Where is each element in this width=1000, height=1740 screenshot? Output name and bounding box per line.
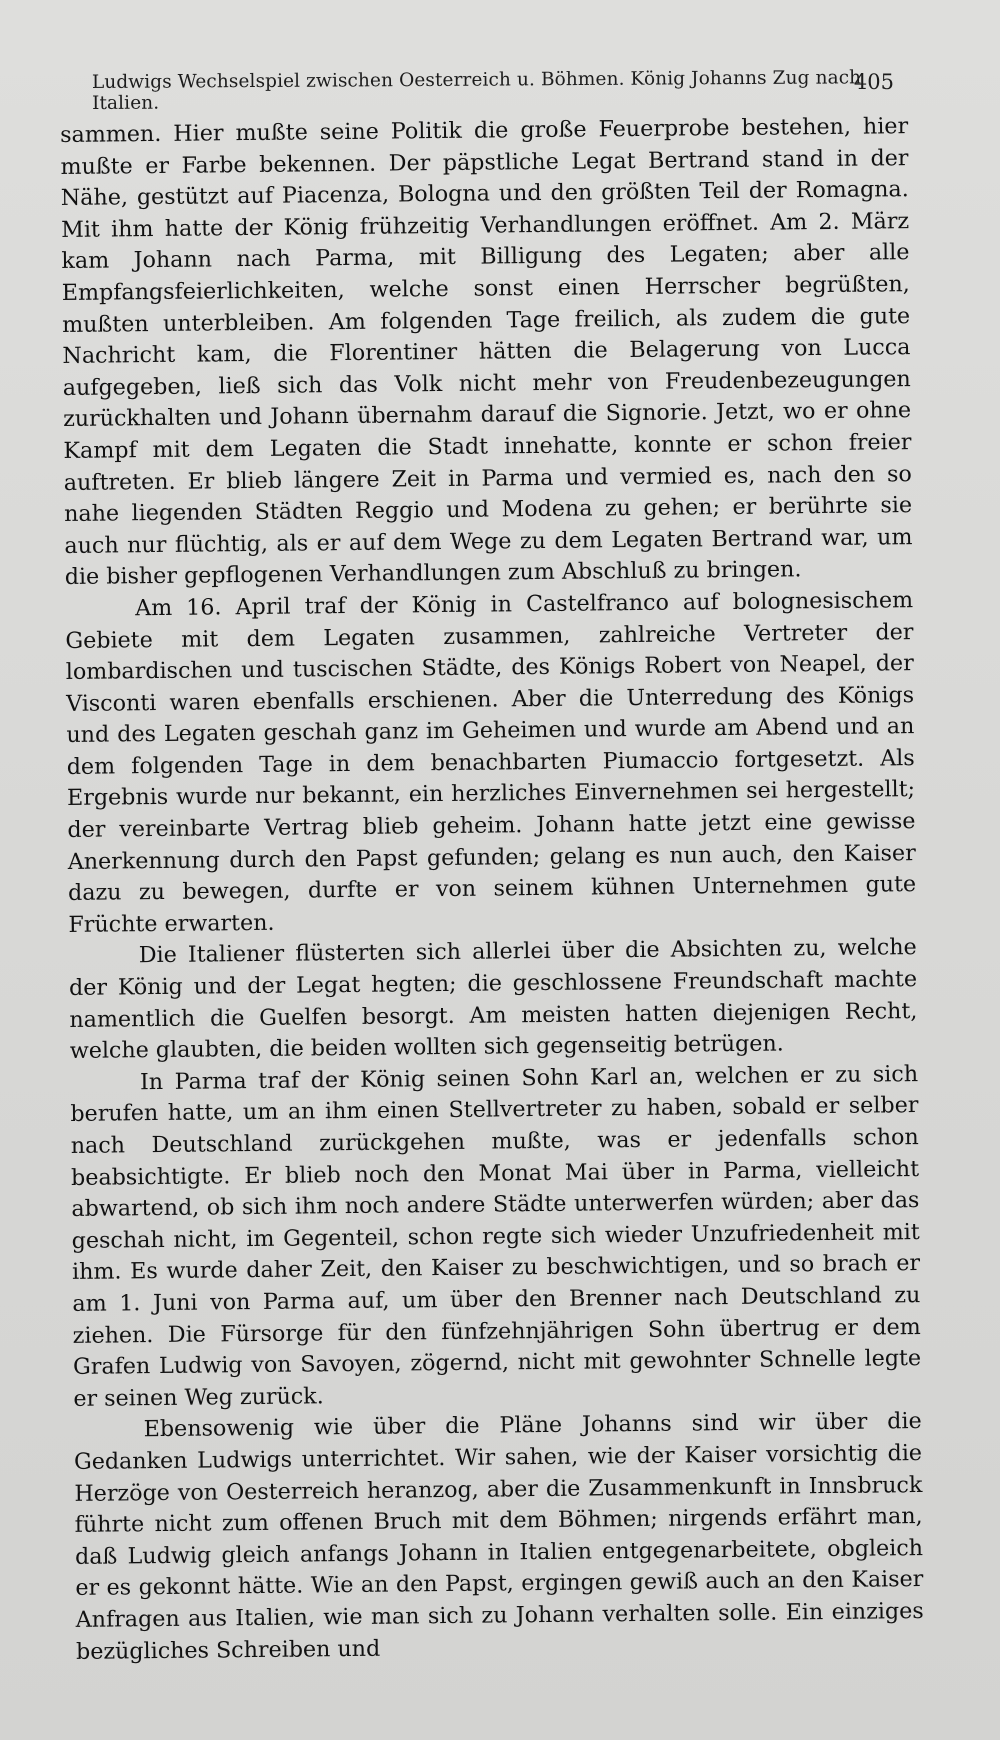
- paragraph-2: Am 16. April traf der König in Castelfranco auf bolognesischem Gebiete mit dem Legaten zusammen, zahlreiche Vertreter der lombardischen und tuscischen Städte, des Königs Robert von Neapel, der Visconti waren ebenfalls erschienen. Aber die Unterredung des Königs und des Legaten geschah ganz im Geheimen und wurde am Abend und an dem folgenden Tage in dem benachbarten Piumaccio fortgesetzt. Als Ergebnis wurde nur bekannt, ein herzliches Einvernehmen sei hergestellt; der vereinbarte Vertrag blieb geheim. Johann hatte jetzt eine gewisse Anerkennung durch den Papst gefunden; gelang es nun auch, den Kaiser dazu zu bewegen, durfte er von seinem kühnen Unternehmen gute Früchte erwarten.: [65, 587, 917, 938]
- paragraph-1: sammen. Hier mußte seine Politik die große Feuerprobe bestehen, hier mußte er Farbe bekennen. Der päpstliche Legat Bertrand stand in der Nähe, gestützt auf Piacenza, Bologna und den größten Teil der Romagna. Mit ihm hatte der König frühzeitig Verhandlungen eröffnet. Am 2. März kam Johann nach Parma, mit Billigung des Legaten; aber alle Empfangsfeierlichkeiten, welche sonst einen Herrscher begrüßten, mußten unterbleiben. Am folgenden Tage freilich, als zudem die gute Nachricht kam, die Florentiner hätten die Belagerung von Lucca aufgegeben, ließ sich das Volk nicht mehr von Freudenbezeugungen zurückhalten und Johann übernahm darauf die Signorie. Jetzt, wo er ohne Kampf mit dem Legaten die Stadt innehatte, konnte er schon freier auftreten. Er blieb längere Zeit in Parma und vermied es, nach den so nahe liegenden Städten Reggio und Modena zu gehen; er berührte sie auch nur flüchtig, als er auf dem Wege zu dem Legaten Bertrand war, um die bisher gepflogenen Verhandlungen zum Abschluß zu bringen.: [60, 113, 913, 591]
- paragraph-5: Ebensowenig wie über die Pläne Johanns sind wir über die Gedanken Ludwigs unterrichtet. Wir sahen, wie der Kaiser vorsichtig die Herzöge von Oesterreich heranzog, aber die Zusammenkunft in Innsbruck führte nicht zum offenen Bruch mit dem Böhmen; nirgends erfährt man, daß Ludwig gleich anfangs Johann in Italien entgegenarbeitete, obgleich er es gekonnt hätte. Wie an den Papst, ergingen gewiß auch an den Kaiser Anfragen aus Italien, wie man sich zu Johann verhalten solle. Ein einziges bezügliches Schreiben und: [73, 1408, 924, 1665]
- page-header: [62, 64, 898, 114]
- running-title: Ludwigs Wechselspiel zwischen Oesterreich u. Böhmen. König Johanns Zug nach Italien.: [91, 67, 862, 114]
- paragraph-4: In Parma traf der König seinen Sohn Karl an, welchen er zu sich berufen hatte, um an ihm einen Stellvertreter zu haben, sobald er selber nach Deutschland zurückgehen mußte, was er jedenfalls schon beabsichtigte. Er blieb noch den Monat Mai über in Parma, vielleicht abwartend, ob sich ihm noch andere Städte unterwerfen würden; aber das geschah nicht, im Gegenteil, schon regte sich wieder Unzufriedenheit mit ihm. Es wurde daher Zeit, den Kaiser zu beschwichtigen, und so brach er am 1. Juni von Parma auf, um über den Brenner nach Deutschland zu ziehen. Die Fürsorge für den fünfzehnjährigen Sohn übertrug er dem Grafen Ludwig von Savoyen, zögernd, nicht mit gewohnter Schnelle legte er seinen Weg zurück.: [70, 1060, 922, 1412]
- body-text: [60, 111, 924, 1668]
- page-number: 405: [853, 70, 894, 94]
- paragraph-3: Die Italiener flüsterten sich allerlei über die Absichten zu, welche der König und der Legat hegten; die geschlossene Freundschaft machte namentlich die Guelfen besorgt. Am meisten hatten diejenigen Recht, welche glaubten, die beiden wollten sich gegenseitig betrügen.: [68, 934, 918, 1065]
